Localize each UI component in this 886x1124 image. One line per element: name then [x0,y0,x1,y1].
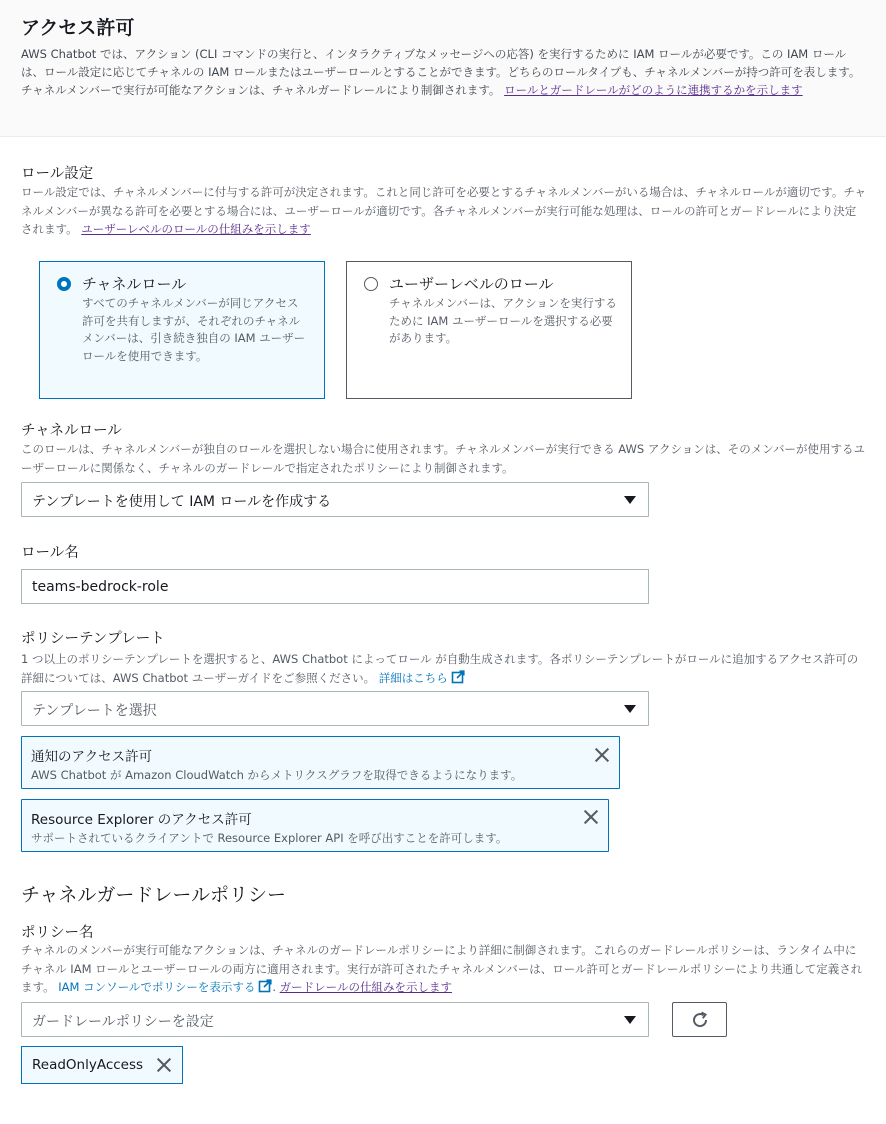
iam-console-link[interactable] [58,980,272,994]
policy-template-description-text: 1 つ以上のポリシーテンプレートを選択すると、AWS Chatbot によってロール が自動生成されます。各ポリシーテンプレートがロールに追加するアクセス許可の詳細については、AWS Chatbot ユーザーガイドをご参照ください。 [21,652,859,685]
chip-label: ReadOnlyAccess [32,1057,144,1073]
guardrail-description: チャネルのメンバーが実行可能なアクションは、チャネルのガードレールポリシーにより詳細に制御されます。これらのガードレールポリシーは、ランタイム中にチャネル IAM ロールとユーザーロールの両方に適用されます。実行が許可されたチャネルメンバーは、ロール許可とガードレールポリシーにより共通して定義されます。 IAM コンソールでポリシーを表示する . ガードレールの仕組みを示します [21,943,863,994]
policy-chip-readonly [21,1046,183,1084]
guardrail-policy-placeholder: ガードレールポリシーを設定 [32,1014,214,1030]
guardrail-policy-select[interactable] [21,1002,649,1037]
policy-template-placeholder: テンプレートを選択 [32,703,157,719]
roles-guardrails-link[interactable]: ロールとガードレールがどのように連携するかを示します [504,83,803,97]
header-description [21,45,866,99]
close-icon[interactable] [156,1057,172,1073]
learn-more-link-text: 詳細はこちら [378,670,448,685]
role-setting-description [21,183,866,239]
refresh-button[interactable] [672,1002,727,1037]
user-role-radio[interactable] [364,277,378,291]
user-role-title: ユーザーレベルのロール [389,275,554,293]
external-link-icon [258,979,272,993]
learn-more-link[interactable] [379,671,465,685]
channel-role-description-text: このロールは、チャネルメンバーが独自のロールを選択しない場合に使用されます。チャネルメンバーが実行できる AWS アクションは、そのメンバーが使用するユーザーロールに関係なく、チャネルのガードレールで指定されたポリシーにより制御されます。 [21,442,865,475]
token-resource-explorer-permission [21,799,609,852]
role-name-field[interactable] [21,569,649,604]
policy-template-description [21,650,866,687]
token-notification-permission [21,736,620,789]
refresh-icon [691,1011,709,1029]
role-name-input[interactable] [22,570,648,603]
policy-template-select[interactable] [21,691,649,726]
caret-down-icon [624,496,636,504]
channel-role-title: チャネルロール [82,275,187,293]
token-title: Resource Explorer のアクセス許可 [31,812,252,828]
iam-console-link-text: IAM コンソールでポリシーを表示する [58,980,256,994]
caret-down-icon [624,705,636,713]
header-description-text: AWS Chatbot では、アクション (CLI コマンドの実行と、インタラクティブなメッセージへの応答) を実行するために IAM ロールが必要です。この IAM ロールは、ロール設定に応じてチャネルの IAM ロールまたはユーザーロールとすることができます。どちらのロールタイプも、チャネルメンバーが持つ許可を表します。チャネルメンバーで実行が可能なアクションは、チャネルガードレールにより制御されます。 [21,47,861,97]
token-description: AWS Chatbot が Amazon CloudWatch からメトリクスグラフを取得できるようになります。 [31,768,523,782]
channel-role-radio[interactable] [57,277,71,291]
channel-role-description: すべてのチャネルメンバーが同じアクセス許可を共有しますが、それぞれのチャネルメンバーは、引き続き独自の IAM ユーザーロールを使用できます。 [82,296,306,363]
caret-down-icon [624,1016,636,1024]
role-setting-label: ロール設定 [21,166,94,182]
token-description: サポートされているクライアントで Resource Explorer API を呼び出すことを許可します。 [31,831,508,845]
user-role-how-link[interactable]: ユーザーレベルのロールの仕組みを示します [81,222,311,236]
permissions-header [0,0,886,137]
policy-template-label: ポリシーテンプレート [21,631,165,647]
user-role-description: チャネルメンバーは、アクションを実行するために IAM ユーザーロールを選択する必要があります。 [389,296,617,345]
page-title: アクセス許可 [21,17,135,39]
policy-name-label: ポリシー名 [21,925,94,941]
role-setting-description-text: ロール設定では、チャネルメンバーに付与する許可が決定されます。これと同じ許可を必要とするチャネルメンバーがいる場合は、チャネルロールが適切です。チャネルメンバーが異なる許可を必要とする場合には、ユーザーロールが適切です。各チャネルメンバーが実行可能な処理は、ロールの許可とガードレールにより決定されます。 [21,185,867,236]
close-icon[interactable] [583,809,599,825]
channel-role-select[interactable] [21,482,649,517]
channel-role-select-value: テンプレートを使用して IAM ロールを作成する [32,494,332,510]
guardrail-description-text: チャネルのメンバーが実行可能なアクションは、チャネルのガードレールポリシーにより詳細に制御されます。これらのガードレールポリシーは、ランタイム中にチャネル IAM ロールとユーザーロールの両方に適用されます。実行が許可されたチャネルメンバーは、ロール許可とガードレールポリシーにより共通して定義されます。 [21,943,863,994]
token-title: 通知のアクセス許可 [31,749,153,765]
guardrail-section-title: チャネルガードレールポリシー [21,884,287,906]
channel-role-tile[interactable] [39,261,325,399]
channel-role-label: チャネルロール [21,423,122,439]
close-icon[interactable] [594,747,610,763]
user-role-tile[interactable] [346,261,632,399]
guardrail-how-link[interactable]: ガードレールの仕組みを示します [279,980,452,994]
external-link-icon [451,670,465,684]
role-name-label: ロール名 [21,545,79,561]
